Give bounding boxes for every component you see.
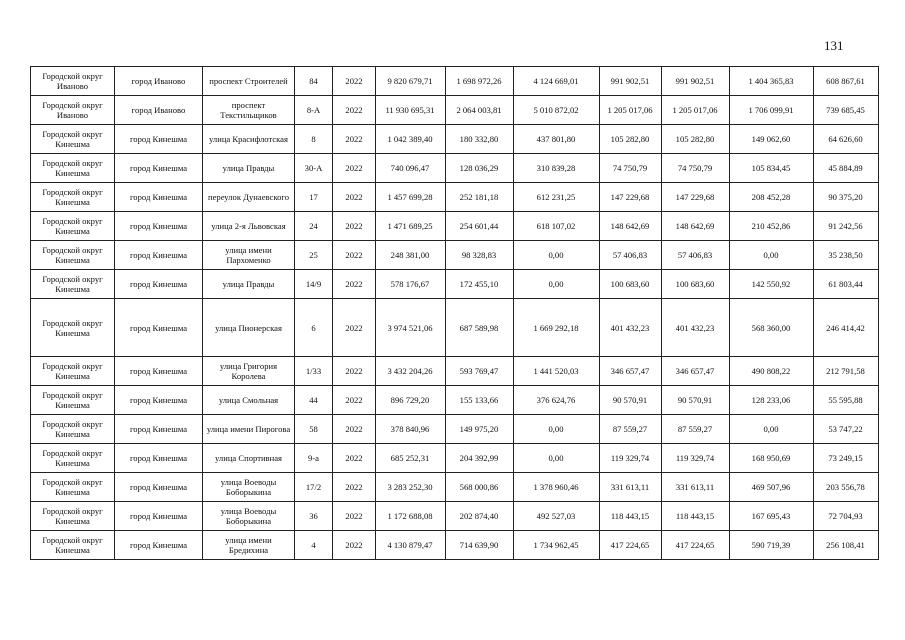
amount-4-cell: 57 406,83 (600, 241, 662, 270)
amount-7-cell: 72 704,93 (814, 502, 879, 531)
amount-7-cell: 55 595,88 (814, 386, 879, 415)
house-number-cell: 4 (295, 531, 333, 560)
municipality-cell: Городской округ Кинешма (31, 444, 115, 473)
municipality-cell: Городской округ Кинешма (31, 241, 115, 270)
data-table (30, 66, 879, 560)
year-cell: 2022 (333, 386, 376, 415)
city-cell: город Кинешма (115, 531, 203, 560)
table-row (31, 183, 879, 212)
street-cell: улица имени Бредихина (203, 531, 295, 560)
table-row (31, 386, 879, 415)
amount-6-cell: 105 834,45 (730, 154, 814, 183)
table-row (31, 125, 879, 154)
amount-3-cell: 618 107,02 (514, 212, 600, 241)
amount-total-cell: 685 252,31 (376, 444, 446, 473)
municipality-cell: Городской округ Кинешма (31, 502, 115, 531)
amount-6-cell: 168 950,69 (730, 444, 814, 473)
table-row (31, 241, 879, 270)
amount-5-cell: 119 329,74 (662, 444, 730, 473)
amount-3-cell: 376 624,76 (514, 386, 600, 415)
table-row (31, 154, 879, 183)
year-cell: 2022 (333, 154, 376, 183)
table-row (31, 299, 879, 357)
year-cell: 2022 (333, 444, 376, 473)
amount-6-cell: 128 233,06 (730, 386, 814, 415)
year-cell: 2022 (333, 270, 376, 299)
street-cell: улица Правды (203, 270, 295, 299)
amount-3-cell: 1 734 962,45 (514, 531, 600, 560)
amount-2-cell: 687 589,98 (446, 299, 514, 357)
year-cell: 2022 (333, 531, 376, 560)
amount-2-cell: 593 769,47 (446, 357, 514, 386)
house-number-cell: 8-А (295, 96, 333, 125)
amount-6-cell: 149 062,60 (730, 125, 814, 154)
amount-5-cell: 1 205 017,06 (662, 96, 730, 125)
municipality-cell: Городской округ Кинешма (31, 415, 115, 444)
year-cell: 2022 (333, 67, 376, 96)
amount-5-cell: 57 406,83 (662, 241, 730, 270)
amount-6-cell: 590 719,39 (730, 531, 814, 560)
table-row (31, 96, 879, 125)
year-cell: 2022 (333, 473, 376, 502)
amount-6-cell: 568 360,00 (730, 299, 814, 357)
amount-3-cell: 1 669 292,18 (514, 299, 600, 357)
street-cell: улица Правды (203, 154, 295, 183)
amount-3-cell: 492 527,03 (514, 502, 600, 531)
municipality-cell: Городской округ Кинешма (31, 154, 115, 183)
municipality-cell: Городской округ Кинешма (31, 212, 115, 241)
house-number-cell: 17/2 (295, 473, 333, 502)
amount-4-cell: 401 432,23 (600, 299, 662, 357)
amount-4-cell: 1 205 017,06 (600, 96, 662, 125)
street-cell: улица Воеводы Боборыкина (203, 502, 295, 531)
page-number: 131 (824, 38, 844, 53)
amount-total-cell: 578 176,67 (376, 270, 446, 299)
house-number-cell: 1/33 (295, 357, 333, 386)
year-cell: 2022 (333, 125, 376, 154)
table-row (31, 531, 879, 560)
house-number-cell: 8 (295, 125, 333, 154)
amount-7-cell: 256 108,41 (814, 531, 879, 560)
amount-3-cell: 5 010 872,02 (514, 96, 600, 125)
amount-5-cell: 87 559,27 (662, 415, 730, 444)
amount-2-cell: 149 975,20 (446, 415, 514, 444)
amount-total-cell: 378 840,96 (376, 415, 446, 444)
house-number-cell: 30-А (295, 154, 333, 183)
amount-4-cell: 100 683,60 (600, 270, 662, 299)
amount-7-cell: 73 249,15 (814, 444, 879, 473)
amount-5-cell: 90 570,91 (662, 386, 730, 415)
municipality-cell: Городской округ Кинешма (31, 531, 115, 560)
amount-5-cell: 991 902,51 (662, 67, 730, 96)
street-cell: улица имени Пархоменко (203, 241, 295, 270)
amount-total-cell: 740 096,47 (376, 154, 446, 183)
amount-7-cell: 608 867,61 (814, 67, 879, 96)
municipality-cell: Городской округ Кинешма (31, 183, 115, 212)
table-row (31, 473, 879, 502)
amount-7-cell: 35 238,50 (814, 241, 879, 270)
amount-4-cell: 90 570,91 (600, 386, 662, 415)
amount-3-cell: 0,00 (514, 270, 600, 299)
amount-2-cell: 172 455,10 (446, 270, 514, 299)
house-number-cell: 58 (295, 415, 333, 444)
amount-4-cell: 331 613,11 (600, 473, 662, 502)
amount-2-cell: 254 601,44 (446, 212, 514, 241)
amount-7-cell: 246 414,42 (814, 299, 879, 357)
amount-total-cell: 3 283 252,30 (376, 473, 446, 502)
table-row (31, 444, 879, 473)
city-cell: город Кинешма (115, 415, 203, 444)
amount-total-cell: 9 820 679,71 (376, 67, 446, 96)
amount-6-cell: 142 550,92 (730, 270, 814, 299)
house-number-cell: 9-а (295, 444, 333, 473)
amount-2-cell: 204 392,99 (446, 444, 514, 473)
amount-5-cell: 148 642,69 (662, 212, 730, 241)
amount-6-cell: 210 452,86 (730, 212, 814, 241)
house-number-cell: 36 (295, 502, 333, 531)
city-cell: город Кинешма (115, 502, 203, 531)
amount-3-cell: 1 378 960,46 (514, 473, 600, 502)
amount-6-cell: 469 507,96 (730, 473, 814, 502)
amount-2-cell: 1 698 972,26 (446, 67, 514, 96)
municipality-cell: Городской округ Кинешма (31, 357, 115, 386)
house-number-cell: 44 (295, 386, 333, 415)
municipality-cell: Городской округ Кинешма (31, 299, 115, 357)
amount-4-cell: 74 750,79 (600, 154, 662, 183)
municipality-cell: Городской округ Кинешма (31, 473, 115, 502)
amount-total-cell: 248 381,00 (376, 241, 446, 270)
house-number-cell: 24 (295, 212, 333, 241)
amount-7-cell: 61 803,44 (814, 270, 879, 299)
amount-5-cell: 346 657,47 (662, 357, 730, 386)
house-number-cell: 6 (295, 299, 333, 357)
amount-2-cell: 568 000,86 (446, 473, 514, 502)
amount-total-cell: 1 471 689,25 (376, 212, 446, 241)
house-number-cell: 14/9 (295, 270, 333, 299)
street-cell: проспект Текстильщиков (203, 96, 295, 125)
amount-4-cell: 991 902,51 (600, 67, 662, 96)
amount-2-cell: 128 036,29 (446, 154, 514, 183)
amount-6-cell: 0,00 (730, 415, 814, 444)
amount-6-cell: 490 808,22 (730, 357, 814, 386)
street-cell: улица имени Пирогова (203, 415, 295, 444)
amount-total-cell: 3 974 521,06 (376, 299, 446, 357)
amount-total-cell: 1 457 699,28 (376, 183, 446, 212)
street-cell: улица Григория Королева (203, 357, 295, 386)
amount-4-cell: 346 657,47 (600, 357, 662, 386)
street-cell: переулок Дунаевского (203, 183, 295, 212)
city-cell: город Кинешма (115, 473, 203, 502)
amount-3-cell: 437 801,80 (514, 125, 600, 154)
amount-4-cell: 148 642,69 (600, 212, 662, 241)
amount-7-cell: 91 242,56 (814, 212, 879, 241)
city-cell: город Кинешма (115, 241, 203, 270)
amount-2-cell: 98 328,83 (446, 241, 514, 270)
table-row (31, 415, 879, 444)
amount-5-cell: 74 750,79 (662, 154, 730, 183)
amount-5-cell: 331 613,11 (662, 473, 730, 502)
amount-5-cell: 100 683,60 (662, 270, 730, 299)
city-cell: город Кинешма (115, 183, 203, 212)
street-cell: улица Красифлотская (203, 125, 295, 154)
city-cell: город Кинешма (115, 299, 203, 357)
amount-2-cell: 2 064 003,81 (446, 96, 514, 125)
amount-2-cell: 155 133,66 (446, 386, 514, 415)
year-cell: 2022 (333, 183, 376, 212)
municipality-cell: Городской округ Кинешма (31, 386, 115, 415)
amount-7-cell: 203 556,78 (814, 473, 879, 502)
amount-5-cell: 401 432,23 (662, 299, 730, 357)
amount-7-cell: 45 884,89 (814, 154, 879, 183)
year-cell: 2022 (333, 212, 376, 241)
city-cell: город Кинешма (115, 357, 203, 386)
amount-5-cell: 147 229,68 (662, 183, 730, 212)
amount-4-cell: 417 224,65 (600, 531, 662, 560)
amount-5-cell: 417 224,65 (662, 531, 730, 560)
amount-4-cell: 147 229,68 (600, 183, 662, 212)
city-cell: город Кинешма (115, 212, 203, 241)
table-row (31, 502, 879, 531)
house-number-cell: 17 (295, 183, 333, 212)
street-cell: улица Пионерская (203, 299, 295, 357)
city-cell: город Кинешма (115, 386, 203, 415)
amount-7-cell: 53 747,22 (814, 415, 879, 444)
amount-4-cell: 87 559,27 (600, 415, 662, 444)
table-row (31, 357, 879, 386)
amount-4-cell: 118 443,15 (600, 502, 662, 531)
amount-4-cell: 105 282,80 (600, 125, 662, 154)
amount-3-cell: 0,00 (514, 444, 600, 473)
amount-4-cell: 119 329,74 (600, 444, 662, 473)
amount-total-cell: 896 729,20 (376, 386, 446, 415)
year-cell: 2022 (333, 357, 376, 386)
amount-2-cell: 202 874,40 (446, 502, 514, 531)
house-number-cell: 25 (295, 241, 333, 270)
amount-total-cell: 1 042 389,40 (376, 125, 446, 154)
year-cell: 2022 (333, 96, 376, 125)
amount-total-cell: 3 432 204,26 (376, 357, 446, 386)
street-cell: проспект Строителей (203, 67, 295, 96)
street-cell: улица Воеводы Боборыкина (203, 473, 295, 502)
year-cell: 2022 (333, 415, 376, 444)
city-cell: город Иваново (115, 96, 203, 125)
amount-6-cell: 1 706 099,91 (730, 96, 814, 125)
city-cell: город Кинешма (115, 270, 203, 299)
city-cell: город Кинешма (115, 444, 203, 473)
amount-3-cell: 0,00 (514, 241, 600, 270)
amount-total-cell: 1 172 688,08 (376, 502, 446, 531)
amount-5-cell: 105 282,80 (662, 125, 730, 154)
table-row (31, 270, 879, 299)
year-cell: 2022 (333, 241, 376, 270)
table-row (31, 212, 879, 241)
municipality-cell: Городской округ Иваново (31, 67, 115, 96)
street-cell: улица Смольная (203, 386, 295, 415)
amount-7-cell: 90 375,20 (814, 183, 879, 212)
amount-6-cell: 0,00 (730, 241, 814, 270)
city-cell: город Иваново (115, 67, 203, 96)
amount-total-cell: 11 930 695,31 (376, 96, 446, 125)
amount-2-cell: 714 639,90 (446, 531, 514, 560)
amount-7-cell: 212 791,58 (814, 357, 879, 386)
amount-7-cell: 739 685,45 (814, 96, 879, 125)
table-body (31, 67, 879, 560)
municipality-cell: Городской округ Иваново (31, 96, 115, 125)
amount-7-cell: 64 626,60 (814, 125, 879, 154)
house-number-cell: 84 (295, 67, 333, 96)
year-cell: 2022 (333, 502, 376, 531)
amount-3-cell: 612 231,25 (514, 183, 600, 212)
street-cell: улица 2-я Львовская (203, 212, 295, 241)
city-cell: город Кинешма (115, 125, 203, 154)
amount-3-cell: 0,00 (514, 415, 600, 444)
amount-3-cell: 4 124 669,01 (514, 67, 600, 96)
city-cell: город Кинешма (115, 154, 203, 183)
amount-5-cell: 118 443,15 (662, 502, 730, 531)
amount-2-cell: 252 181,18 (446, 183, 514, 212)
amount-6-cell: 167 695,43 (730, 502, 814, 531)
amount-2-cell: 180 332,80 (446, 125, 514, 154)
amount-3-cell: 310 839,28 (514, 154, 600, 183)
table-row (31, 67, 879, 96)
street-cell: улица Спортивная (203, 444, 295, 473)
amount-total-cell: 4 130 879,47 (376, 531, 446, 560)
amount-6-cell: 208 452,28 (730, 183, 814, 212)
municipality-cell: Городской округ Кинешма (31, 270, 115, 299)
year-cell: 2022 (333, 299, 376, 357)
amount-3-cell: 1 441 520,03 (514, 357, 600, 386)
amount-6-cell: 1 404 365,83 (730, 67, 814, 96)
municipality-cell: Городской округ Кинешма (31, 125, 115, 154)
